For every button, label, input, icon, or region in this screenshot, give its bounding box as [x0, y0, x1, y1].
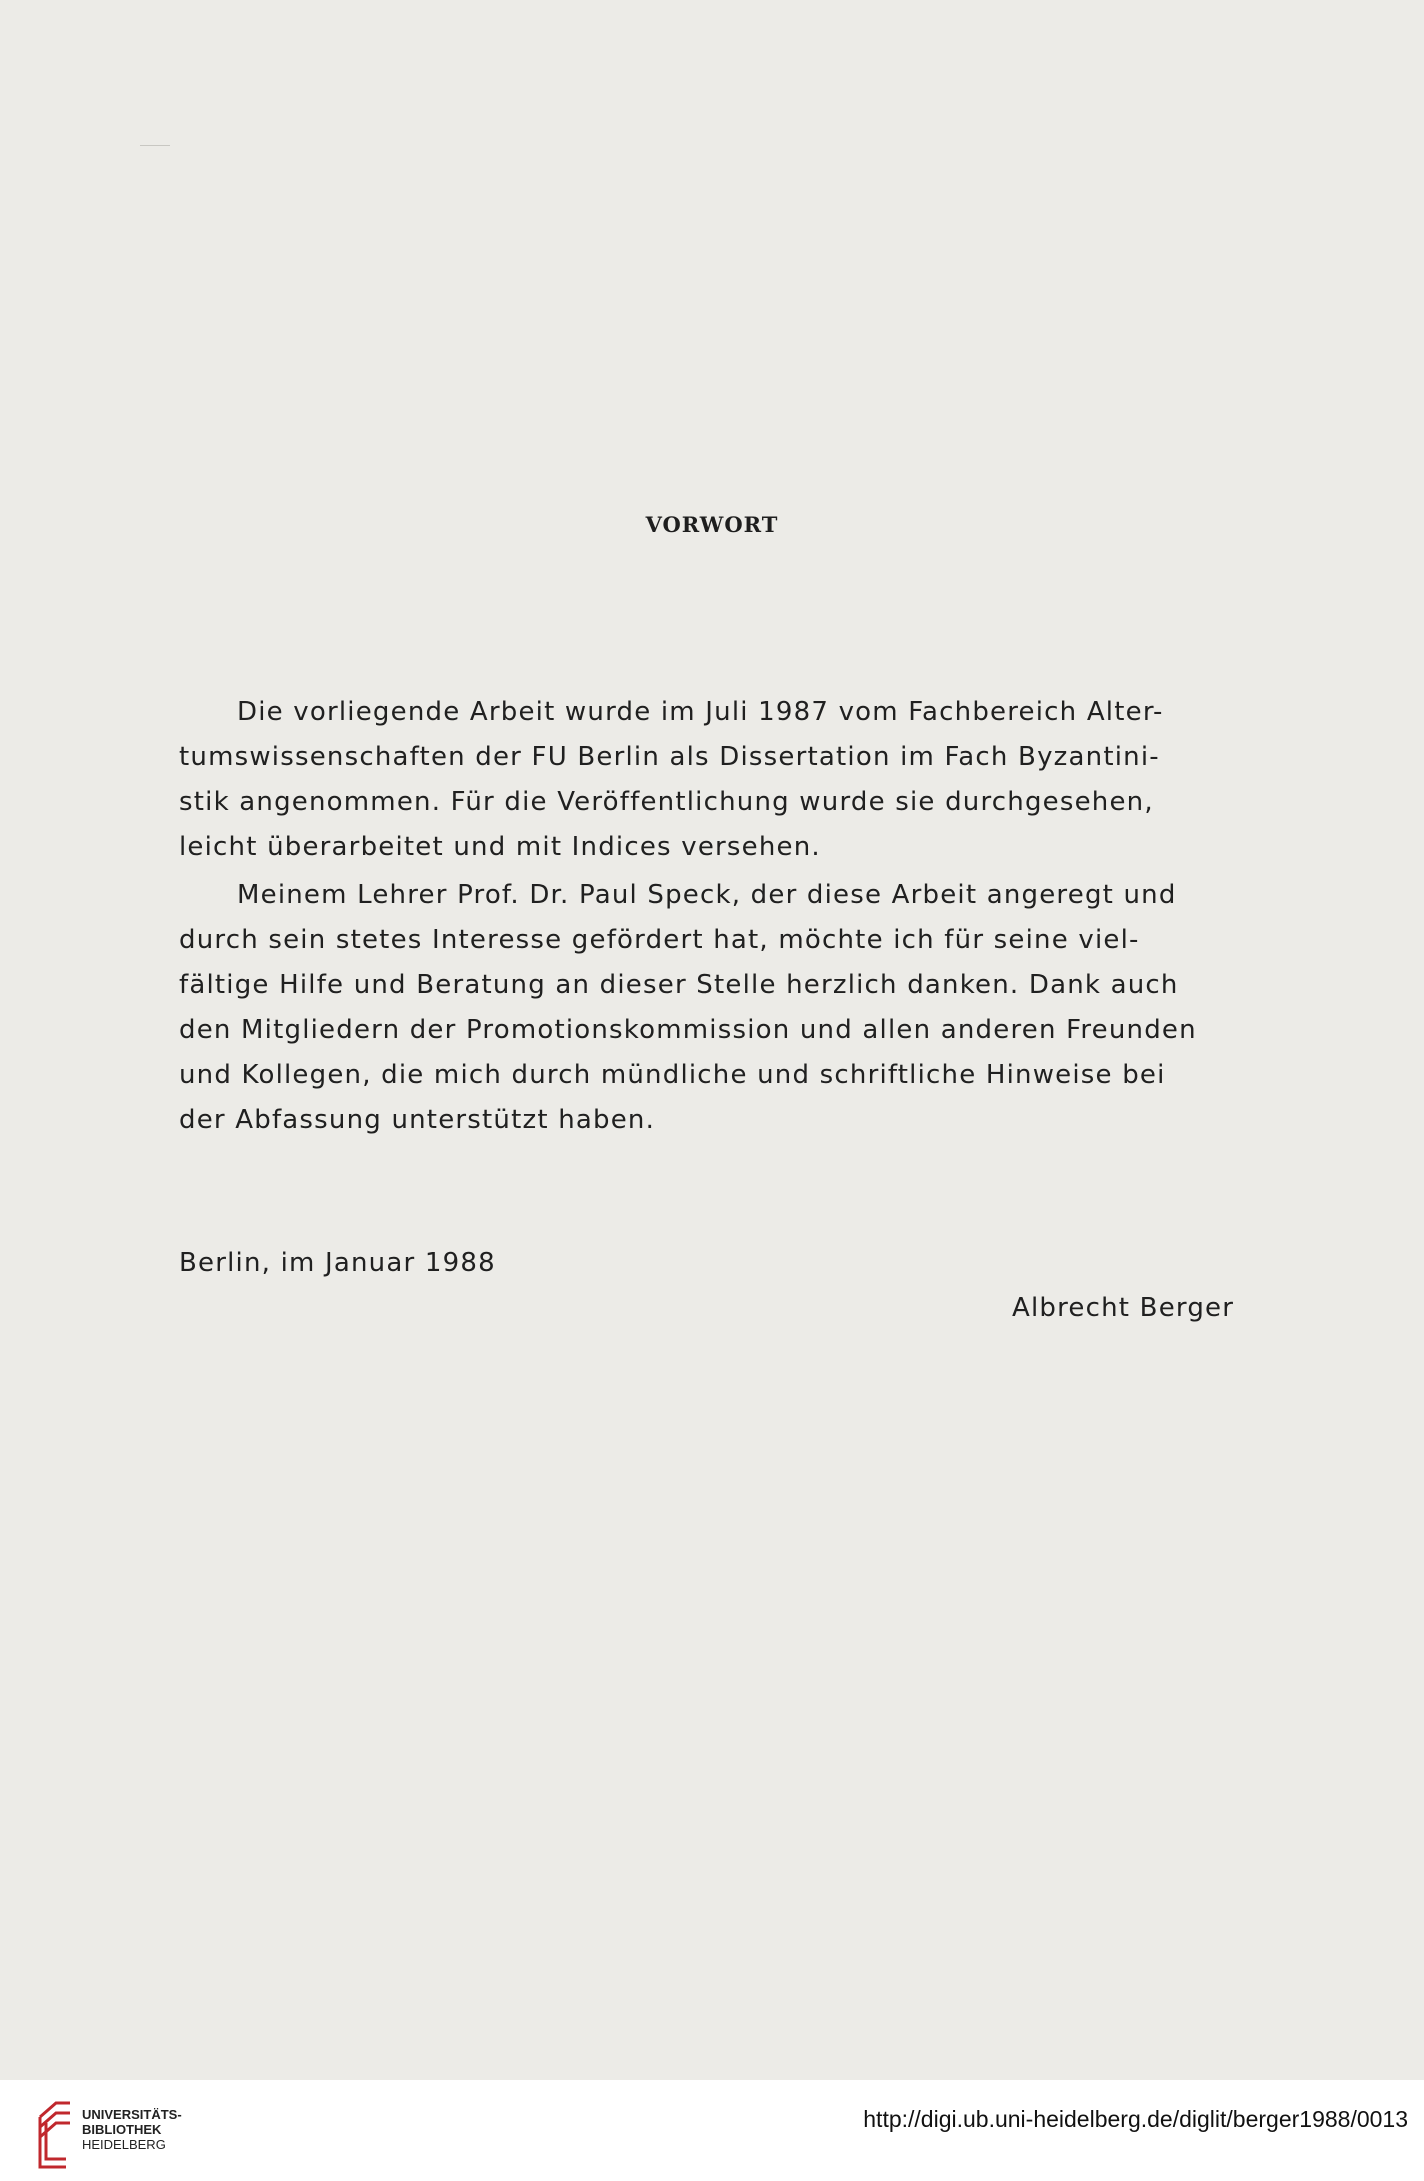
place-date: Berlin, im Januar 1988: [179, 1248, 496, 1278]
page-title: VORWORT: [645, 512, 779, 537]
permalink-url[interactable]: http://digi.ub.uni-heidelberg.de/diglit/berger1988/0013: [863, 2106, 1408, 2132]
paragraph-2-line: Meinem Lehrer Prof. Dr. Paul Speck, der diese Arbeit angeregt und: [237, 880, 1177, 910]
paragraph-2-line: den Mitgliedern der Promotionskommission und allen anderen Freunden: [179, 1015, 1197, 1045]
paragraph-2-line: der Abfassung unterstützt haben.: [179, 1105, 656, 1135]
paragraph-2-line: und Kollegen, die mich durch mündliche und schriftliche Hinweise bei: [179, 1060, 1166, 1090]
library-name-line2: BIBLIOTHEK: [82, 2122, 162, 2137]
library-name-line3: HEIDELBERG: [82, 2137, 166, 2152]
library-logo-icon: [36, 2093, 74, 2173]
paragraph-1-line: stik angenommen. Für die Veröffentlichung wurde sie durchgesehen,: [179, 787, 1154, 817]
library-name: [82, 2107, 182, 2152]
paragraph-2-line: durch sein stetes Interesse gefördert hat, möchte ich für seine viel-: [179, 925, 1140, 955]
library-name-line1: UNIVERSITÄTS-: [82, 2107, 182, 2122]
author-signature: Albrecht Berger: [1012, 1293, 1235, 1323]
paragraph-1-line: Die vorliegende Arbeit wurde im Juli 1987 vom Fachbereich Alter-: [237, 697, 1164, 727]
paragraph-2-line: fältige Hilfe und Beratung an dieser Stelle herzlich danken. Dank auch: [179, 970, 1179, 1000]
paragraph-1-line: leicht überarbeitet und mit Indices versehen.: [179, 832, 821, 862]
paragraph-1-line: tumswissenschaften der FU Berlin als Dissertation im Fach Byzantini-: [179, 742, 1160, 772]
scan-mark: [140, 145, 170, 146]
